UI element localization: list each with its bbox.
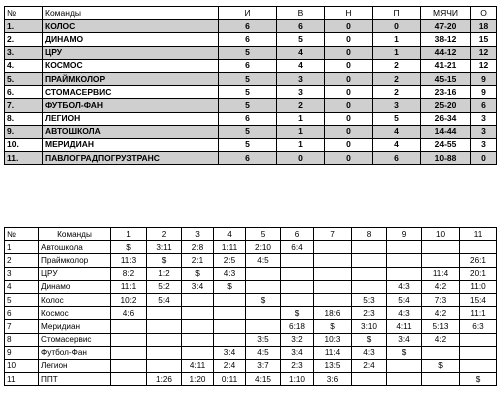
- score-cell: [182, 333, 214, 346]
- standings-cell: 3: [277, 72, 325, 85]
- score-cell: $: [182, 267, 214, 280]
- score-cell: [147, 346, 182, 359]
- team-name: АВТОШКОЛА: [43, 125, 219, 138]
- standings-cell: 4: [373, 138, 421, 151]
- standings-cell: 0: [325, 46, 373, 59]
- team-name: СТОМАСЕРВИС: [43, 86, 219, 99]
- crosstab-header-cell: Команды: [39, 228, 111, 241]
- team-name: КОСМОС: [43, 59, 219, 72]
- crosstab-row: [5, 359, 497, 372]
- standings-cell: 1: [277, 138, 325, 151]
- score-cell: 2:1: [182, 254, 214, 267]
- score-cell: 4:3: [214, 267, 246, 280]
- score-cell: 2:3: [352, 307, 387, 320]
- score-cell: 13:5: [314, 359, 352, 372]
- standings-header-row: [5, 7, 497, 20]
- standings-row: [5, 138, 497, 151]
- score-cell: 3:4: [214, 346, 246, 359]
- standings-header-cell: Н: [325, 7, 373, 20]
- score-cell: 1: [5, 241, 39, 254]
- standings-cell: 8.: [5, 112, 43, 125]
- standings-cell: 5: [277, 33, 325, 46]
- standings-cell: 14-44: [421, 125, 471, 138]
- standings-cell: 0: [373, 20, 421, 33]
- standings-cell: 45-15: [421, 72, 471, 85]
- standings-cell: 6: [219, 20, 277, 33]
- team-name: Колос: [39, 293, 111, 306]
- score-cell: 1:11: [214, 241, 246, 254]
- score-cell: 3:11: [147, 241, 182, 254]
- score-cell: 2: [5, 254, 39, 267]
- standings-cell: 0: [325, 72, 373, 85]
- standings-cell: 0: [325, 99, 373, 112]
- score-cell: [111, 373, 147, 386]
- team-name: МЕРИДИАН: [43, 138, 219, 151]
- score-cell: [422, 373, 460, 386]
- crosstab-header-cell: 1: [111, 228, 147, 241]
- score-cell: 2:4: [352, 359, 387, 372]
- standings-row: [5, 46, 497, 59]
- standings-cell: 6: [471, 99, 497, 112]
- score-cell: [214, 307, 246, 320]
- team-name: ДИНАМО: [43, 33, 219, 46]
- team-name: Праймколор: [39, 254, 111, 267]
- crosstab-header-cell: 2: [147, 228, 182, 241]
- score-cell: 6:18: [281, 320, 314, 333]
- score-cell: [387, 241, 422, 254]
- score-cell: [147, 307, 182, 320]
- score-cell: 5:3: [352, 293, 387, 306]
- score-cell: $: [422, 359, 460, 372]
- standings-cell: 3: [471, 112, 497, 125]
- standings-cell: 6: [277, 20, 325, 33]
- score-cell: 4:5: [246, 254, 281, 267]
- standings-cell: 1.: [5, 20, 43, 33]
- score-cell: [460, 359, 497, 372]
- score-cell: [281, 254, 314, 267]
- score-cell: 3:6: [314, 373, 352, 386]
- standings-table: [4, 6, 497, 165]
- score-cell: [147, 359, 182, 372]
- standings-cell: 44-12: [421, 46, 471, 59]
- score-cell: [111, 359, 147, 372]
- standings-cell: 0: [325, 20, 373, 33]
- score-cell: 4:11: [387, 320, 422, 333]
- score-cell: $: [147, 254, 182, 267]
- standings-cell: 12: [471, 59, 497, 72]
- score-cell: $: [387, 346, 422, 359]
- standings-row: [5, 86, 497, 99]
- standings-cell: 3.: [5, 46, 43, 59]
- score-cell: 3:4: [387, 333, 422, 346]
- standings-cell: 5: [219, 72, 277, 85]
- standings-cell: 9.: [5, 125, 43, 138]
- score-cell: [387, 359, 422, 372]
- score-cell: 4:2: [422, 333, 460, 346]
- crosstab-header-row: [5, 228, 497, 241]
- score-cell: [314, 280, 352, 293]
- score-cell: [214, 333, 246, 346]
- score-cell: [281, 267, 314, 280]
- score-cell: $: [314, 320, 352, 333]
- score-cell: 4:6: [111, 307, 147, 320]
- standings-cell: 2: [277, 99, 325, 112]
- score-cell: 6: [5, 307, 39, 320]
- standings-cell: 2: [373, 86, 421, 99]
- score-cell: 1:10: [281, 373, 314, 386]
- standings-cell: 4: [373, 125, 421, 138]
- score-cell: [182, 307, 214, 320]
- score-cell: 6:4: [281, 241, 314, 254]
- crosstab-row: [5, 320, 497, 333]
- score-cell: 11: [5, 373, 39, 386]
- standings-cell: 47-20: [421, 20, 471, 33]
- standings-cell: 1: [277, 125, 325, 138]
- score-cell: $: [246, 293, 281, 306]
- score-cell: 5:2: [147, 280, 182, 293]
- standings-cell: 10-88: [421, 152, 471, 165]
- standings-cell: 4.: [5, 59, 43, 72]
- crosstab-table: [4, 227, 497, 386]
- standings-cell: 3: [373, 99, 421, 112]
- team-name: Меридиан: [39, 320, 111, 333]
- standings-cell: 10.: [5, 138, 43, 151]
- score-cell: 6:3: [460, 320, 497, 333]
- score-cell: $: [460, 373, 497, 386]
- score-cell: 1:20: [182, 373, 214, 386]
- standings-cell: 6: [373, 152, 421, 165]
- crosstab-header-cell: 5: [246, 228, 281, 241]
- standings-cell: 6: [219, 33, 277, 46]
- crosstab-header-cell: 6: [281, 228, 314, 241]
- standings-cell: 5: [219, 86, 277, 99]
- score-cell: [387, 267, 422, 280]
- standings-cell: 5: [373, 112, 421, 125]
- crosstab-row: [5, 254, 497, 267]
- team-name: ЦРУ: [43, 46, 219, 59]
- standings-row: [5, 125, 497, 138]
- standings-cell: 6: [219, 59, 277, 72]
- standings-cell: 0: [325, 125, 373, 138]
- standings-cell: 25-20: [421, 99, 471, 112]
- standings-cell: 5: [219, 46, 277, 59]
- standings-cell: 0: [325, 152, 373, 165]
- score-cell: $: [214, 280, 246, 293]
- team-name: ЦРУ: [39, 267, 111, 280]
- standings-cell: 0: [325, 86, 373, 99]
- standings-cell: 18: [471, 20, 497, 33]
- score-cell: [214, 293, 246, 306]
- score-cell: 8:2: [111, 267, 147, 280]
- score-cell: [182, 320, 214, 333]
- score-cell: [314, 293, 352, 306]
- standings-cell: 1: [373, 46, 421, 59]
- score-cell: 3:10: [352, 320, 387, 333]
- score-cell: 2:8: [182, 241, 214, 254]
- standings-cell: 7.: [5, 99, 43, 112]
- score-cell: [460, 333, 497, 346]
- standings-cell: 5: [219, 99, 277, 112]
- team-name: КОЛОС: [43, 20, 219, 33]
- score-cell: 4:3: [387, 280, 422, 293]
- standings-header-cell: №: [5, 7, 43, 20]
- standings-row: [5, 99, 497, 112]
- standings-cell: 9: [471, 72, 497, 85]
- standings-cell: 2: [373, 59, 421, 72]
- score-cell: [246, 267, 281, 280]
- score-cell: [246, 307, 281, 320]
- crosstab-header-cell: №: [5, 228, 39, 241]
- standings-cell: 5.: [5, 72, 43, 85]
- standings-cell: 26-34: [421, 112, 471, 125]
- score-cell: 11:1: [111, 280, 147, 293]
- score-cell: 4:2: [422, 307, 460, 320]
- score-cell: 3:4: [281, 346, 314, 359]
- score-cell: [314, 267, 352, 280]
- score-cell: [422, 346, 460, 359]
- score-cell: 7:3: [422, 293, 460, 306]
- standings-cell: 0: [325, 59, 373, 72]
- standings-cell: 41-21: [421, 59, 471, 72]
- score-cell: 9: [5, 346, 39, 359]
- score-cell: [246, 320, 281, 333]
- score-cell: 11:4: [314, 346, 352, 359]
- team-name: ПАВЛОГРАДПОГРУЗТРАНС: [43, 152, 219, 165]
- team-name: Космос: [39, 307, 111, 320]
- score-cell: 5: [5, 293, 39, 306]
- standings-cell: 2.: [5, 33, 43, 46]
- score-cell: [352, 373, 387, 386]
- score-cell: 1:2: [147, 267, 182, 280]
- standings-cell: 12: [471, 46, 497, 59]
- score-cell: 11:3: [111, 254, 147, 267]
- score-cell: 4:2: [422, 280, 460, 293]
- team-name: ФУТБОЛ-ФАН: [43, 99, 219, 112]
- score-cell: [111, 320, 147, 333]
- standings-cell: 11.: [5, 152, 43, 165]
- score-cell: 4: [5, 280, 39, 293]
- crosstab-header-cell: 11: [460, 228, 497, 241]
- crosstab-header-cell: 4: [214, 228, 246, 241]
- standings-header-cell: О: [471, 7, 497, 20]
- standings-row: [5, 20, 497, 33]
- score-cell: 4:5: [246, 346, 281, 359]
- score-cell: 26:1: [460, 254, 497, 267]
- standings-cell: 0: [325, 138, 373, 151]
- crosstab-header-cell: 9: [387, 228, 422, 241]
- score-cell: [246, 280, 281, 293]
- standings-header-cell: МЯЧИ: [421, 7, 471, 20]
- team-name: Футбол-Фан: [39, 346, 111, 359]
- score-cell: 2:10: [246, 241, 281, 254]
- standings-cell: 6: [219, 112, 277, 125]
- standings-cell: 6: [219, 152, 277, 165]
- standings-cell: 38-12: [421, 33, 471, 46]
- standings-cell: 4: [277, 46, 325, 59]
- standings-cell: 0: [325, 112, 373, 125]
- team-name: Автошкола: [39, 241, 111, 254]
- score-cell: 10:3: [314, 333, 352, 346]
- score-cell: [460, 346, 497, 359]
- score-cell: [422, 241, 460, 254]
- score-cell: 4:3: [352, 346, 387, 359]
- standings-cell: 5: [219, 138, 277, 151]
- standings-cell: 3: [277, 86, 325, 99]
- score-cell: 18:6: [314, 307, 352, 320]
- standings-cell: 2: [373, 72, 421, 85]
- score-cell: 20:1: [460, 267, 497, 280]
- crosstab-row: [5, 280, 497, 293]
- score-cell: [352, 254, 387, 267]
- score-cell: 3:7: [246, 359, 281, 372]
- score-cell: 11:4: [422, 267, 460, 280]
- standings-row: [5, 59, 497, 72]
- team-name: Легион: [39, 359, 111, 372]
- score-cell: 2:4: [214, 359, 246, 372]
- score-cell: 10:2: [111, 293, 147, 306]
- score-cell: [352, 267, 387, 280]
- score-cell: [387, 254, 422, 267]
- standings-row: [5, 112, 497, 125]
- standings-cell: 1: [373, 33, 421, 46]
- score-cell: 15:4: [460, 293, 497, 306]
- score-cell: 5:4: [147, 293, 182, 306]
- standings-cell: 5: [219, 125, 277, 138]
- standings-cell: 1: [277, 112, 325, 125]
- score-cell: [460, 241, 497, 254]
- crosstab-row: [5, 307, 497, 320]
- crosstab-header-cell: 8: [352, 228, 387, 241]
- standings-header-cell: П: [373, 7, 421, 20]
- score-cell: [281, 280, 314, 293]
- score-cell: 1:26: [147, 373, 182, 386]
- score-cell: 3:5: [246, 333, 281, 346]
- score-cell: 4:11: [182, 359, 214, 372]
- standings-cell: 4: [277, 59, 325, 72]
- score-cell: 2:3: [281, 359, 314, 372]
- crosstab-row: [5, 267, 497, 280]
- score-cell: 7: [5, 320, 39, 333]
- score-cell: 5:13: [422, 320, 460, 333]
- team-name: Динамо: [39, 280, 111, 293]
- standings-header-cell: Команды: [43, 7, 219, 20]
- standings-cell: 0: [325, 33, 373, 46]
- standings-cell: 15: [471, 33, 497, 46]
- score-cell: 3: [5, 267, 39, 280]
- score-cell: 10: [5, 359, 39, 372]
- score-cell: [182, 293, 214, 306]
- score-cell: 3:2: [281, 333, 314, 346]
- team-name: ППТ: [39, 373, 111, 386]
- crosstab-header-cell: 10: [422, 228, 460, 241]
- score-cell: $: [111, 241, 147, 254]
- crosstab-row: [5, 293, 497, 306]
- standings-row: [5, 33, 497, 46]
- standings-header-cell: И: [219, 7, 277, 20]
- score-cell: 2:5: [214, 254, 246, 267]
- crosstab-row: [5, 241, 497, 254]
- standings-cell: 0: [471, 152, 497, 165]
- score-cell: $: [281, 307, 314, 320]
- score-cell: [387, 373, 422, 386]
- score-cell: 0:11: [214, 373, 246, 386]
- score-cell: [314, 254, 352, 267]
- score-cell: 4:3: [387, 307, 422, 320]
- standings-cell: 24-55: [421, 138, 471, 151]
- score-cell: [314, 241, 352, 254]
- score-cell: 5:4: [387, 293, 422, 306]
- score-cell: 3:4: [182, 280, 214, 293]
- crosstab-row: [5, 333, 497, 346]
- standings-cell: 9: [471, 86, 497, 99]
- crosstab-header-cell: 7: [314, 228, 352, 241]
- team-name: ПРАЙМКОЛОР: [43, 72, 219, 85]
- standings-cell: 23-16: [421, 86, 471, 99]
- team-name: ЛЕГИОН: [43, 112, 219, 125]
- standings-row: [5, 72, 497, 85]
- standings-cell: 6.: [5, 86, 43, 99]
- score-cell: [147, 320, 182, 333]
- crosstab-row: [5, 346, 497, 359]
- standings-header-cell: В: [277, 7, 325, 20]
- team-name: Стомасервис: [39, 333, 111, 346]
- score-cell: [281, 293, 314, 306]
- score-cell: [111, 346, 147, 359]
- crosstab-row: [5, 373, 497, 386]
- score-cell: [214, 320, 246, 333]
- score-cell: [352, 280, 387, 293]
- score-cell: 11:1: [460, 307, 497, 320]
- score-cell: [352, 241, 387, 254]
- score-cell: 8: [5, 333, 39, 346]
- score-cell: $: [352, 333, 387, 346]
- standings-cell: 3: [471, 138, 497, 151]
- standings-row: [5, 152, 497, 165]
- score-cell: [422, 254, 460, 267]
- crosstab-header-cell: 3: [182, 228, 214, 241]
- score-cell: 11:0: [460, 280, 497, 293]
- standings-cell: 0: [277, 152, 325, 165]
- standings-cell: 3: [471, 125, 497, 138]
- score-cell: [182, 346, 214, 359]
- score-cell: 4:15: [246, 373, 281, 386]
- score-cell: [147, 333, 182, 346]
- score-cell: [111, 333, 147, 346]
